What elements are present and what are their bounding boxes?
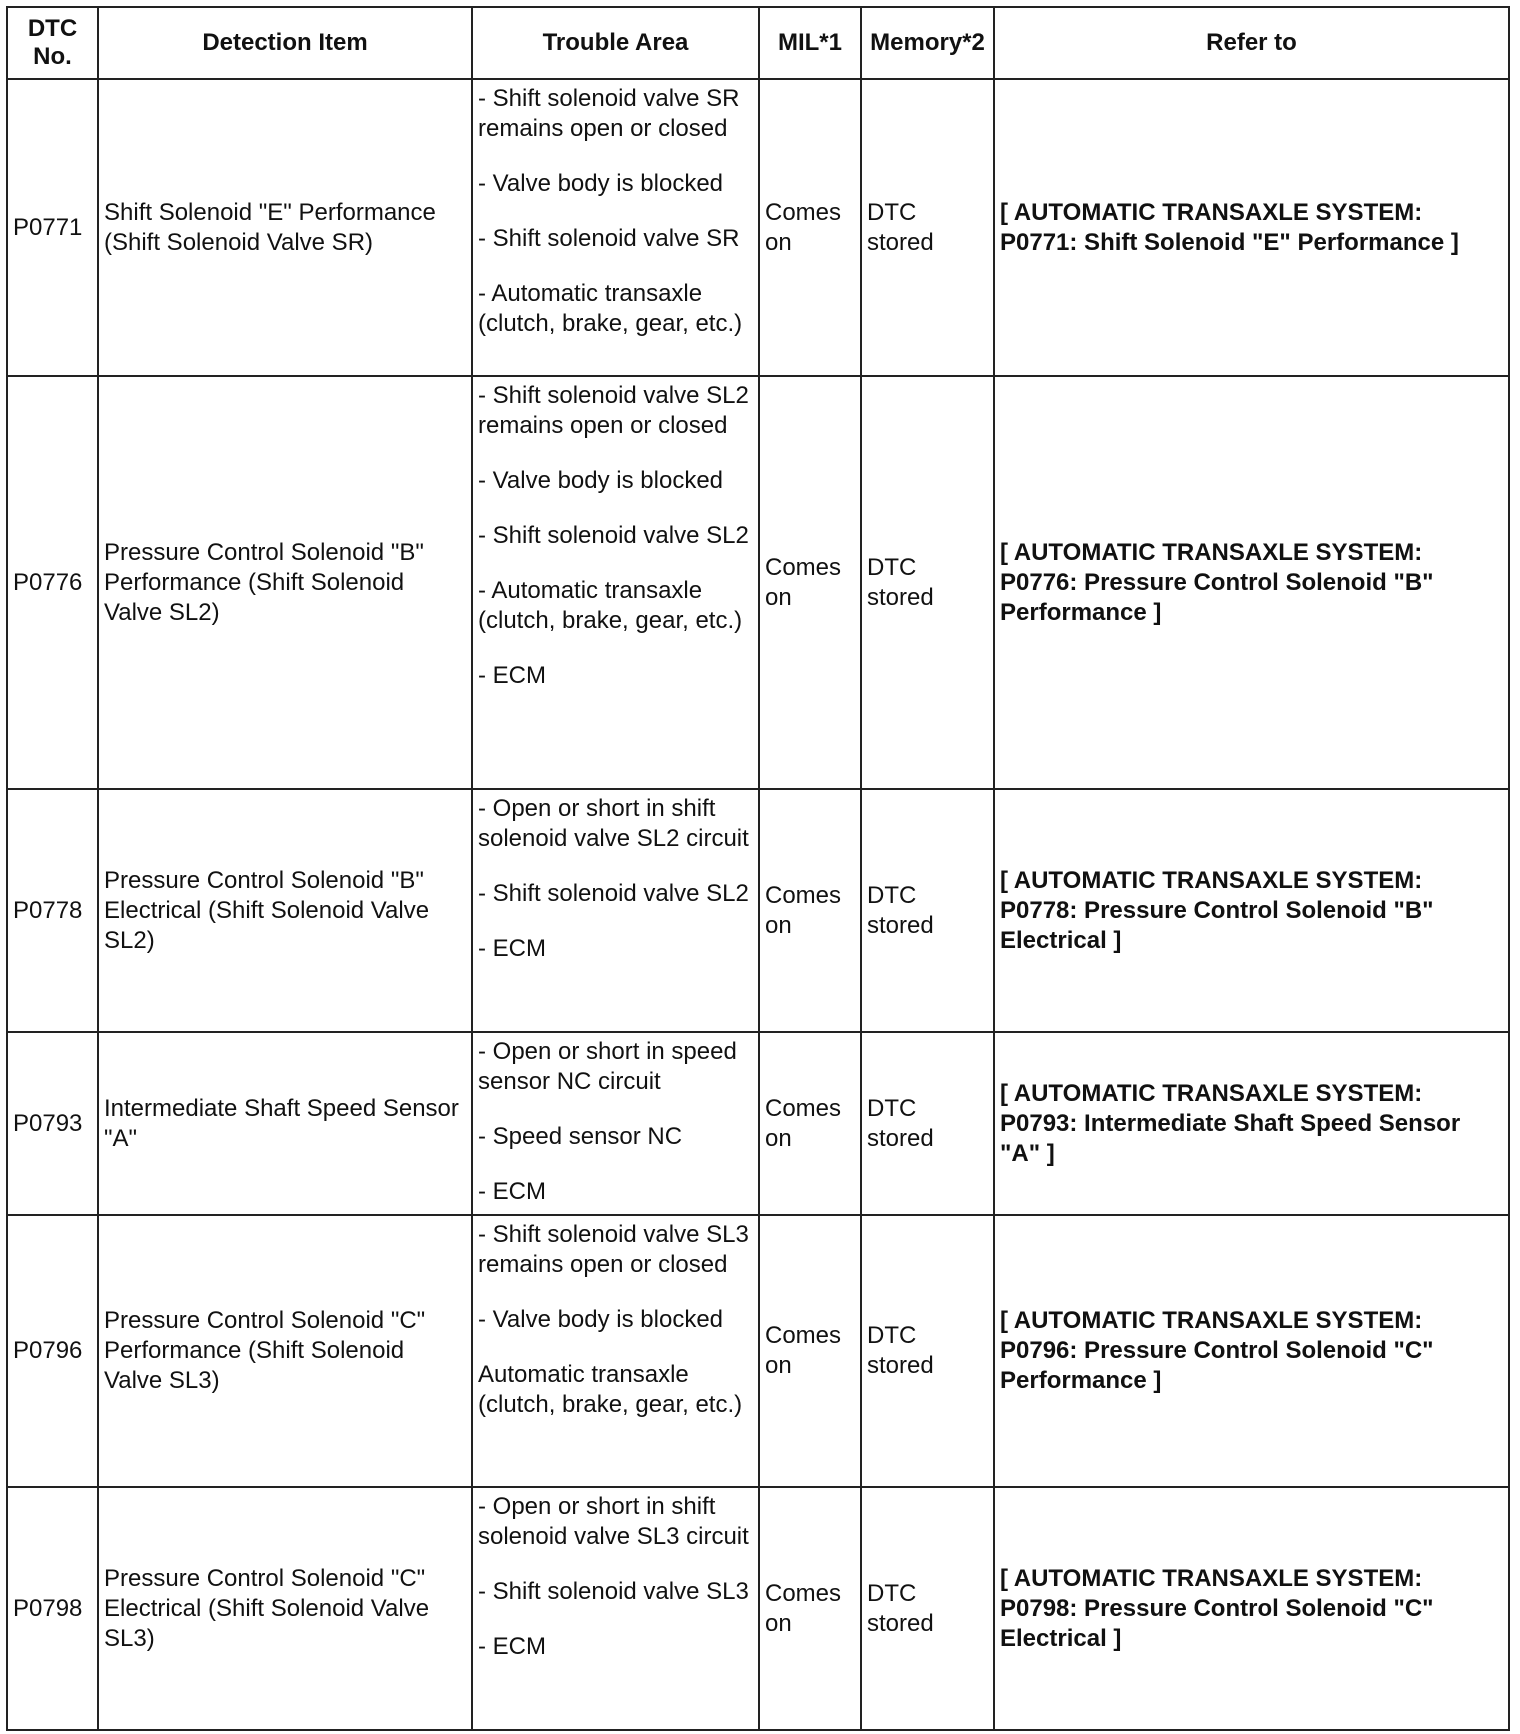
refer-to-link[interactable]: [ AUTOMATIC TRANSAXLE SYSTEM: P0793: Intermediate Shaft Speed Sensor "A" ] — [994, 1032, 1509, 1215]
header-refer-to: Refer to — [994, 7, 1509, 79]
header-trouble-area: Trouble Area — [472, 7, 759, 79]
trouble-item: - ECM — [478, 1633, 546, 1660]
header-dtc-no — [7, 7, 98, 79]
trouble-item: - Shift solenoid valve SL3 — [478, 1578, 749, 1605]
mil-status: Comes on — [759, 79, 861, 376]
memory-status: DTC stored — [861, 1032, 994, 1215]
header-dtc-no-line2: No. — [33, 43, 72, 70]
detection-item: Pressure Control Solenoid "B" Performance (Shift Solenoid Valve SL2) — [98, 376, 472, 789]
table-header-row — [7, 7, 1509, 79]
trouble-area — [472, 1032, 759, 1215]
memory-status: DTC stored — [861, 79, 994, 376]
trouble-item: Automatic transaxle (clutch, brake, gear, etc.) — [478, 1361, 743, 1418]
header-detection-item: Detection Item — [98, 7, 472, 79]
dtc-code: P0771 — [7, 79, 98, 376]
trouble-item: - ECM — [478, 662, 546, 689]
trouble-item: - Open or short in shift solenoid valve SL2 circuit — [478, 795, 749, 852]
trouble-area — [472, 79, 759, 376]
table-row — [7, 1487, 1509, 1730]
dtc-code: P0776 — [7, 376, 98, 789]
trouble-item: - ECM — [478, 935, 546, 962]
dtc-code: P0778 — [7, 789, 98, 1032]
table-row — [7, 376, 1509, 789]
refer-to-link[interactable]: [ AUTOMATIC TRANSAXLE SYSTEM: P0771: Shift Solenoid "E" Performance ] — [994, 79, 1509, 376]
trouble-item: - Shift solenoid valve SR — [478, 225, 740, 252]
table-row — [7, 1032, 1509, 1215]
dtc-code: P0793 — [7, 1032, 98, 1215]
refer-to-link[interactable]: [ AUTOMATIC TRANSAXLE SYSTEM: P0796: Pressure Control Solenoid "C" Performance ] — [994, 1215, 1509, 1487]
memory-status: DTC stored — [861, 1487, 994, 1730]
trouble-item: - Automatic transaxle (clutch, brake, gear, etc.) — [478, 280, 743, 337]
mil-status: Comes on — [759, 1487, 861, 1730]
trouble-item: - Shift solenoid valve SR remains open or closed — [478, 85, 740, 142]
dtc-table — [6, 6, 1510, 1731]
header-mil: MIL*1 — [759, 7, 861, 79]
detection-item: Pressure Control Solenoid "B" Electrical (Shift Solenoid Valve SL2) — [98, 789, 472, 1032]
dtc-code: P0796 — [7, 1215, 98, 1487]
mil-status: Comes on — [759, 376, 861, 789]
trouble-item: - Valve body is blocked — [478, 170, 724, 197]
table-row — [7, 79, 1509, 376]
table-row — [7, 1215, 1509, 1487]
trouble-area — [472, 1215, 759, 1487]
refer-to-link[interactable]: [ AUTOMATIC TRANSAXLE SYSTEM: P0778: Pressure Control Solenoid "B" Electrical ] — [994, 789, 1509, 1032]
trouble-item: - Shift solenoid valve SL2 remains open or closed — [478, 382, 749, 439]
detection-item: Pressure Control Solenoid "C" Performance (Shift Solenoid Valve SL3) — [98, 1215, 472, 1487]
dtc-code: P0798 — [7, 1487, 98, 1730]
refer-to-link[interactable]: [ AUTOMATIC TRANSAXLE SYSTEM: P0776: Pressure Control Solenoid "B" Performance ] — [994, 376, 1509, 789]
trouble-item: - ECM — [478, 1178, 546, 1205]
header-memory: Memory*2 — [861, 7, 994, 79]
refer-to-link[interactable]: [ AUTOMATIC TRANSAXLE SYSTEM: P0798: Pressure Control Solenoid "C" Electrical ] — [994, 1487, 1509, 1730]
header-dtc-no-line1: DTC — [27, 15, 78, 42]
mil-status: Comes on — [759, 1032, 861, 1215]
detection-item: Shift Solenoid "E" Performance (Shift Solenoid Valve SR) — [98, 79, 472, 376]
trouble-area — [472, 789, 759, 1032]
trouble-area — [472, 376, 759, 789]
trouble-item: - Shift solenoid valve SL2 — [478, 522, 749, 549]
trouble-item: - Speed sensor NC — [478, 1123, 683, 1150]
mil-status: Comes on — [759, 789, 861, 1032]
trouble-item: - Open or short in speed sensor NC circuit — [478, 1038, 737, 1095]
table-row — [7, 789, 1509, 1032]
memory-status: DTC stored — [861, 1215, 994, 1487]
trouble-item: - Shift solenoid valve SL3 remains open or closed — [478, 1221, 749, 1278]
mil-status: Comes on — [759, 1215, 861, 1487]
detection-item: Pressure Control Solenoid "C" Electrical (Shift Solenoid Valve SL3) — [98, 1487, 472, 1730]
trouble-item: - Automatic transaxle (clutch, brake, gear, etc.) — [478, 577, 743, 634]
memory-status: DTC stored — [861, 789, 994, 1032]
trouble-item: - Valve body is blocked — [478, 1306, 724, 1333]
trouble-item: - Open or short in shift solenoid valve SL3 circuit — [478, 1493, 749, 1550]
trouble-item: - Shift solenoid valve SL2 — [478, 880, 749, 907]
memory-status: DTC stored — [861, 376, 994, 789]
trouble-item: - Valve body is blocked — [478, 467, 724, 494]
trouble-area — [472, 1487, 759, 1730]
detection-item: Intermediate Shaft Speed Sensor "A" — [98, 1032, 472, 1215]
